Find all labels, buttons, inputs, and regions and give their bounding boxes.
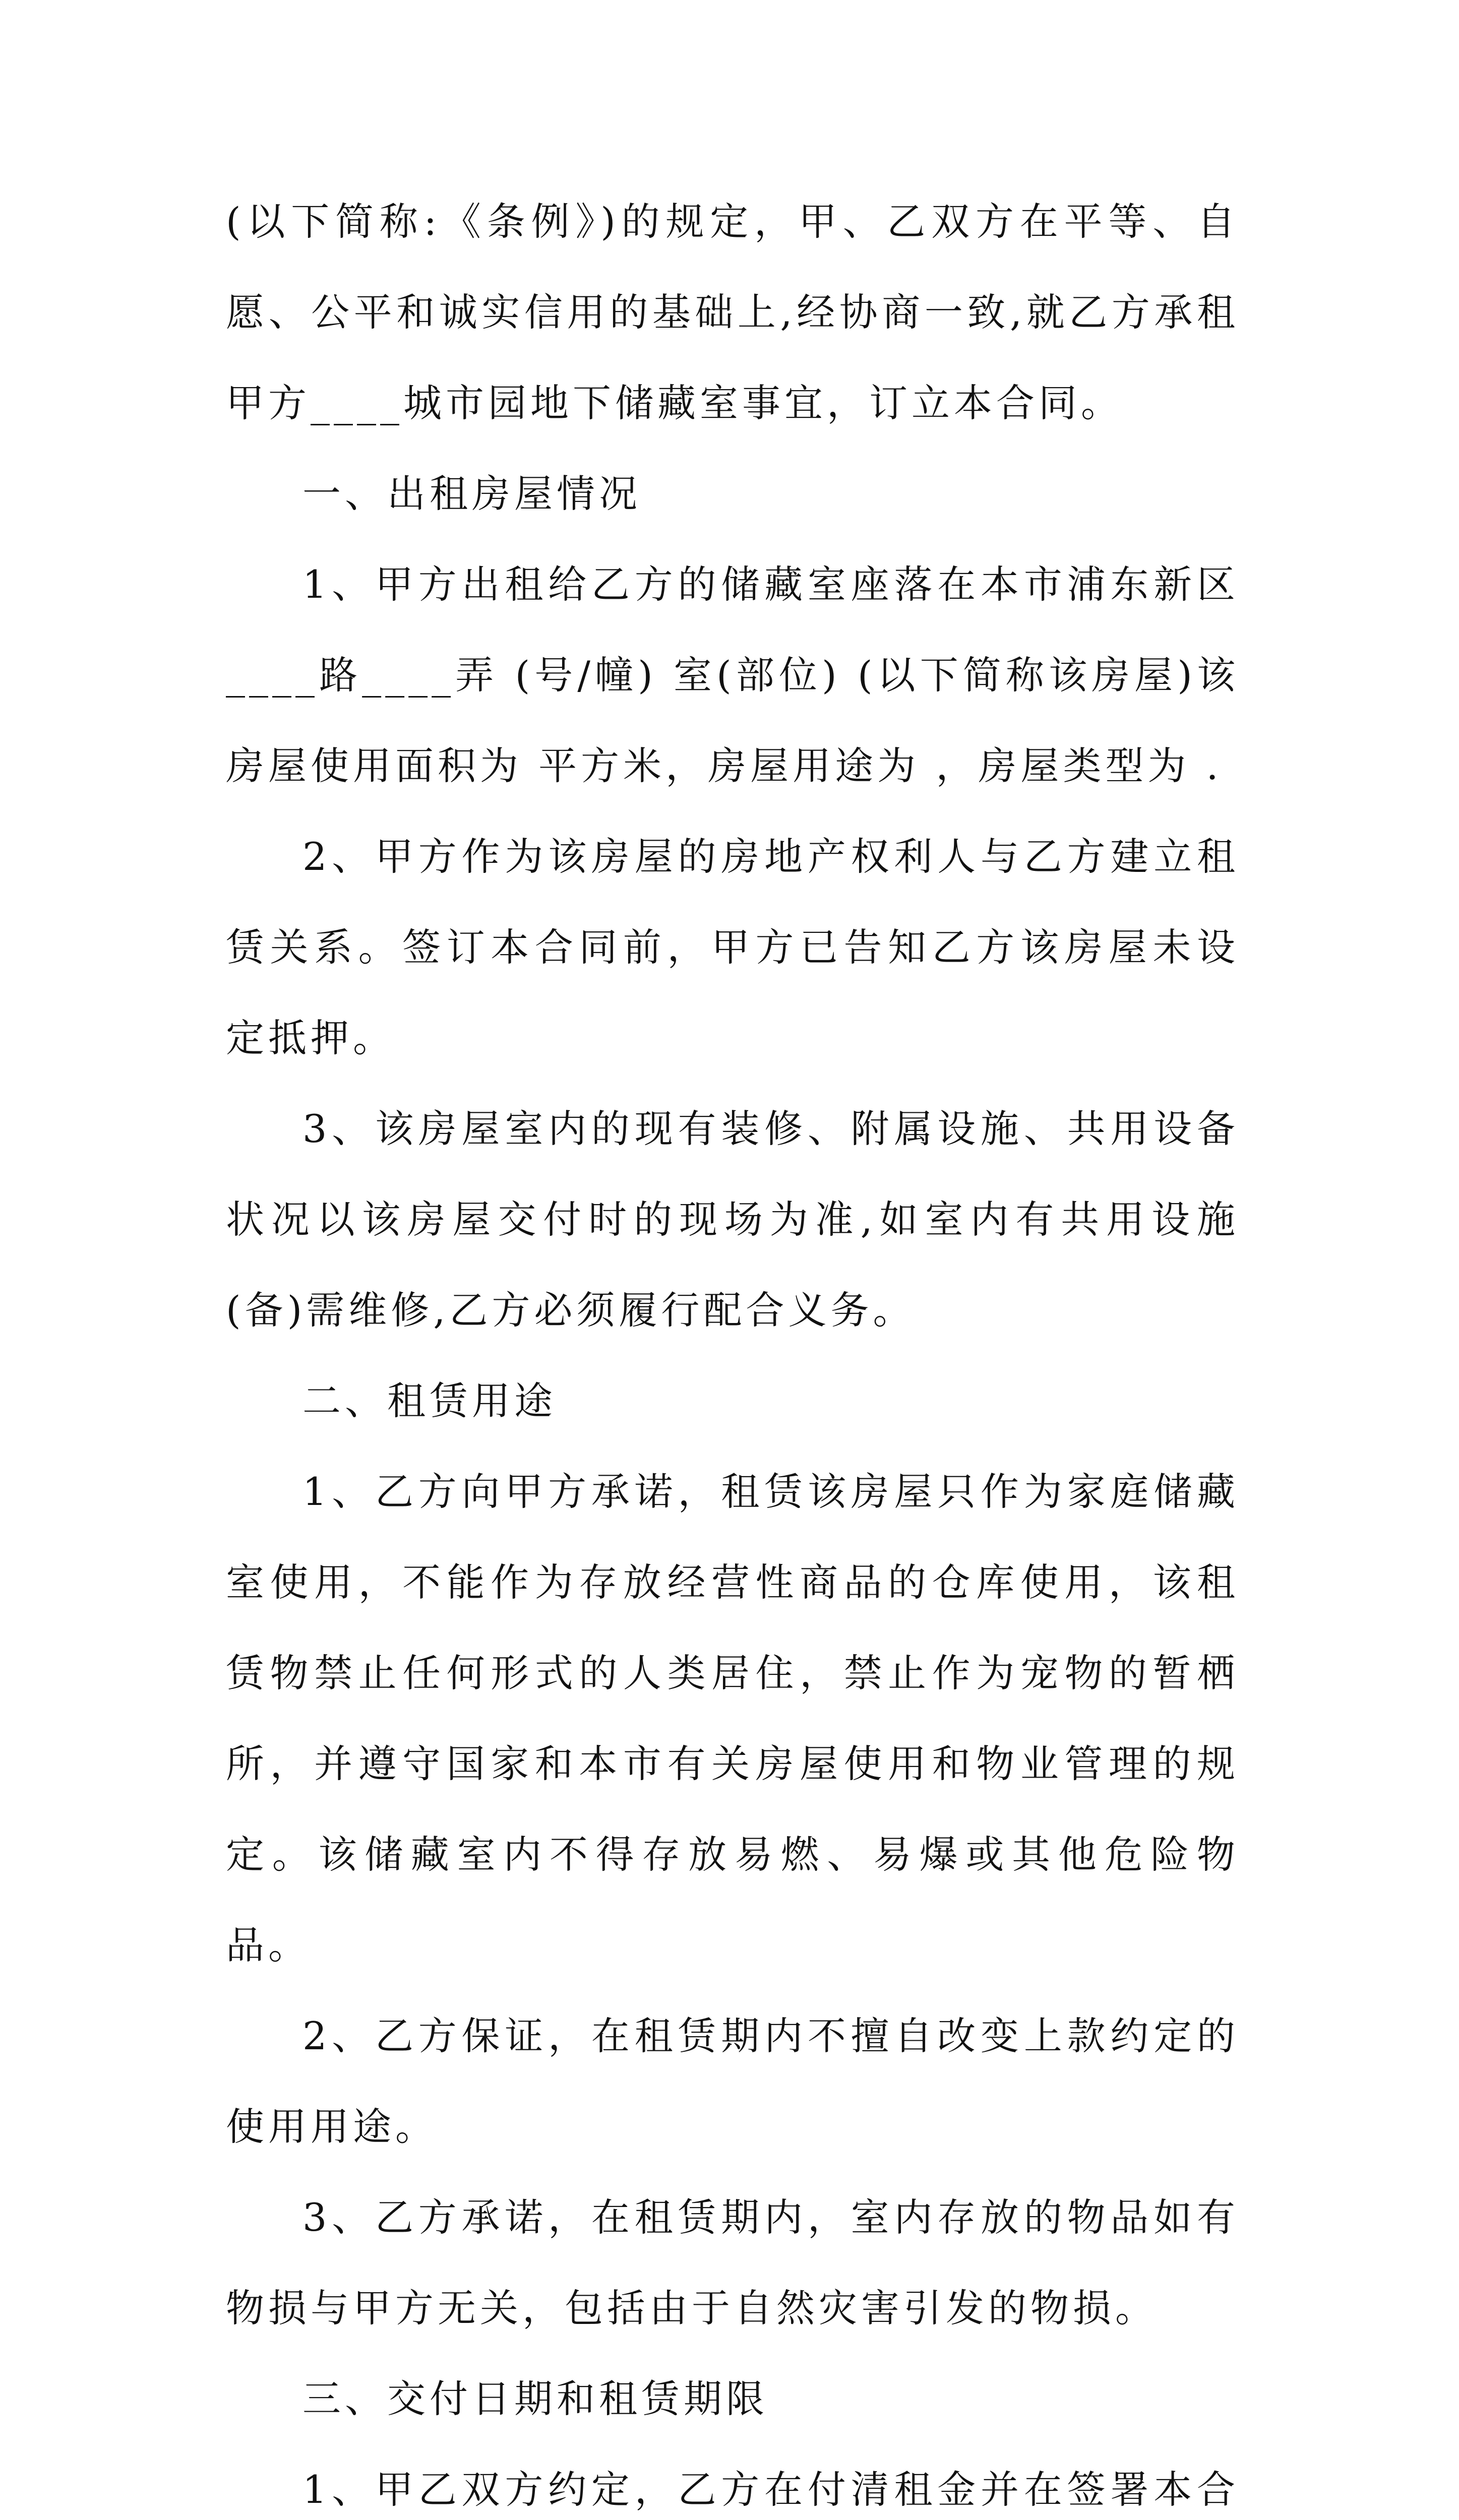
- paragraph-1-1: 1、甲方出租给乙方的储藏室座落在本市浦东新区____路____弄 (号/幢) 室(部位) (以下简称该房屋)该房屋使用面积为 平方米，房屋用途为 ，房屋类型为 .: [226, 562, 1239, 788]
- contract-body: [226, 176, 1239, 2520]
- paragraph-2-2: 2、乙方保证，在租赁期内不擅自改变上款约定的使用用途。: [226, 2013, 1239, 2149]
- paragraph-3-1: 1、甲乙双方约定，乙方在付清租金并在签署本合: [302, 2467, 1239, 2512]
- paragraph-intro: (以下简称:《条例》)的规定，甲、乙双方在平等、自愿、公平和诚实信用的基础上,经协商一致,就乙方承租甲方____城市园地下储藏室事宜，订立本合同。: [226, 199, 1239, 425]
- paragraph-2-1: 1、乙方向甲方承诺，租赁该房屋只作为家庭储藏室使用，不能作为存放经营性商品的仓库使用，该租赁物禁止任何形式的人类居住，禁止作为宠物的暂栖所，并遵守国家和本市有关房屋使用和物业管理的规定。该储藏室内不得存放易燃、易爆或其他危险物品。: [226, 1469, 1239, 1968]
- paragraph-1-3: 3、该房屋室内的现有装修、附属设施、共用设备状况以该房屋交付时的现场为准,如室内有共用设施(备)需维修,乙方必须履行配合义务。: [226, 1106, 1239, 1333]
- section-heading-delivery-term: 三、交付日期和租赁期限: [302, 2376, 768, 2421]
- section-heading-rental-use: 二、租赁用途: [302, 1378, 557, 1423]
- paragraph-1-2: 2、甲方作为该房屋的房地产权利人与乙方建立租赁关系。签订本合同前，甲方已告知乙方该房屋未设定抵押。: [226, 834, 1239, 1060]
- section-heading-rental-property: 一、出租房屋情况: [302, 471, 641, 516]
- paragraph-2-3: 3、乙方承诺，在租赁期内，室内存放的物品如有物损与甲方无关，包括由于自然灾害引发的物损。: [226, 2195, 1239, 2330]
